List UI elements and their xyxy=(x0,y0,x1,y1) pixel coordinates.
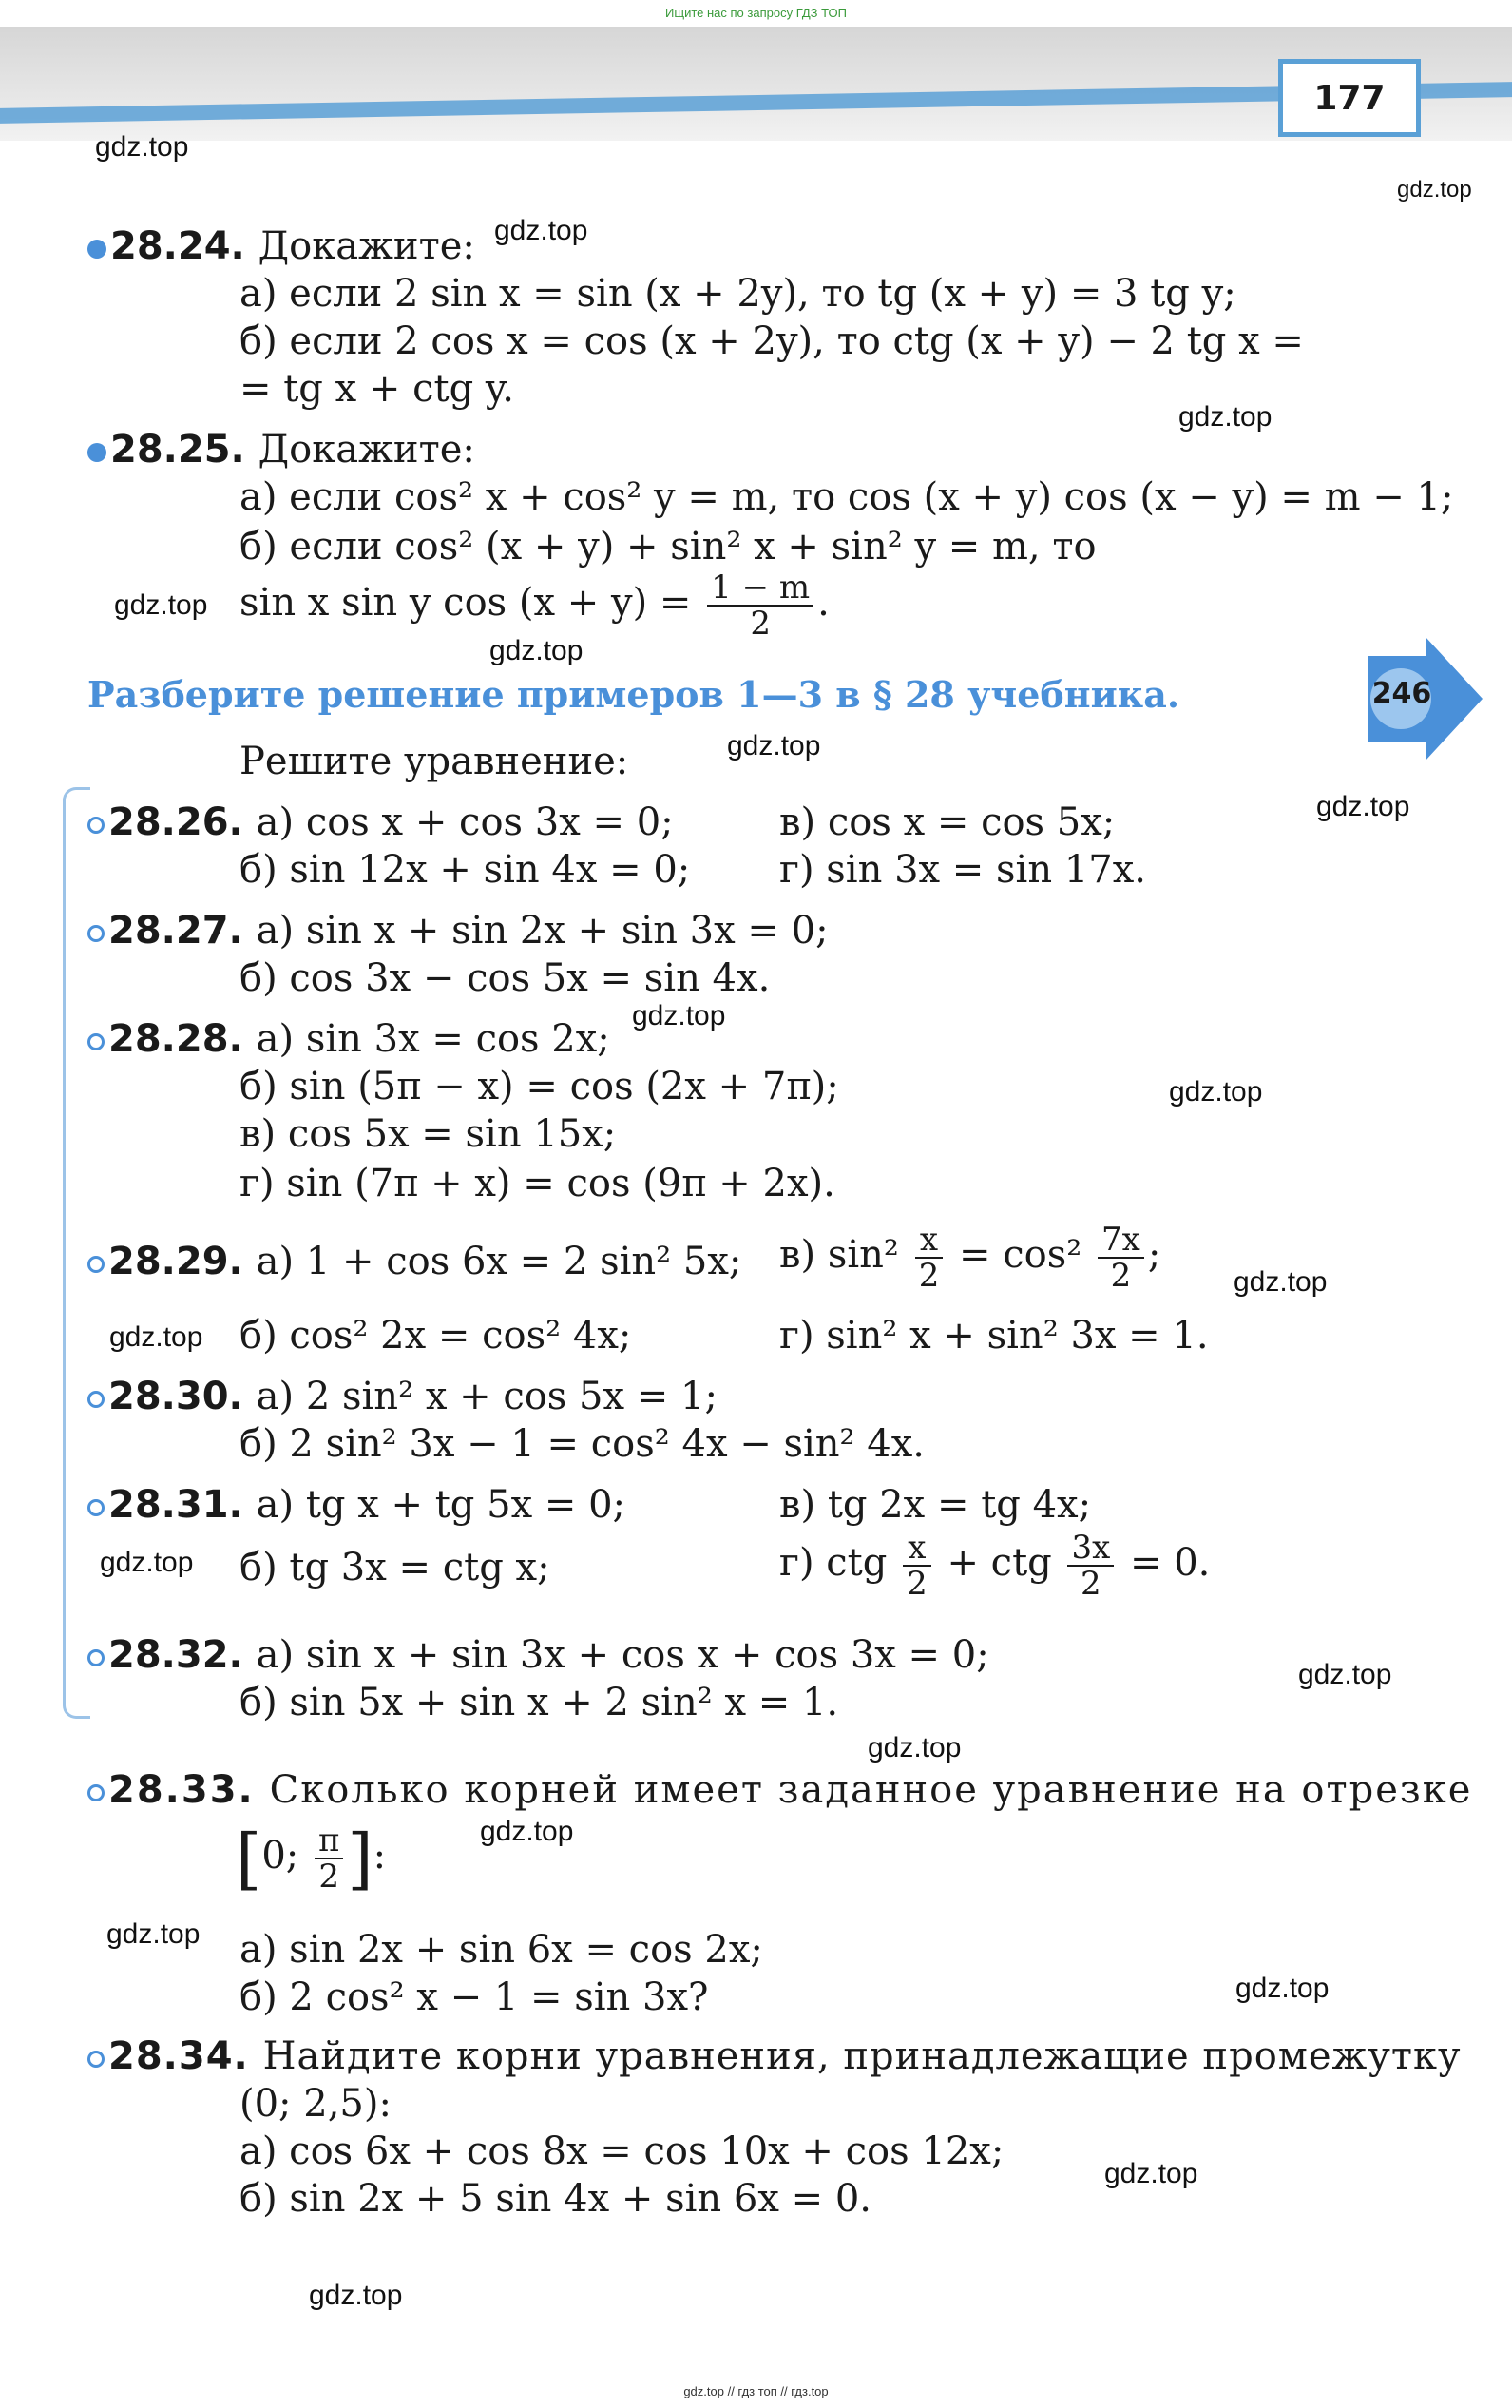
watermark: gdz.top xyxy=(1178,401,1273,433)
part-g: г) sin 3x = sin 17x. xyxy=(779,848,1146,892)
exercise-number: 28.32. xyxy=(108,1633,257,1677)
exercise-number: 28.31. xyxy=(108,1483,257,1527)
watermark: gdz.top xyxy=(1234,1266,1328,1298)
watermark: gdz.top xyxy=(109,1321,203,1353)
punctuation: : xyxy=(373,1834,387,1878)
watermark: gdz.top xyxy=(106,1918,201,1950)
exercise-28-31 xyxy=(87,1483,625,1527)
exercise-line-fraction: sin x sin y cos (x + y) = $\frac{1 - m}{2}$ . xyxy=(239,568,830,643)
part-b: б) cos² 2x = cos² 4x; xyxy=(239,1314,632,1358)
part-v: в) tg 2x = tg 4x; xyxy=(779,1483,1092,1527)
basic-bullet-icon xyxy=(87,1784,105,1801)
basic-bullet-icon xyxy=(87,1256,105,1273)
watermark: gdz.top xyxy=(632,1000,726,1031)
hard-bullet-icon xyxy=(87,240,106,259)
part-a: а) sin 3x = cos 2x; xyxy=(256,1017,610,1061)
bottom-note: gdz.top // гдз топ // гдз.top xyxy=(683,2384,829,2398)
numerator: x xyxy=(903,1531,931,1567)
part-g xyxy=(779,1531,1210,1601)
basic-bullet-icon xyxy=(87,817,105,834)
exercise-28-28 xyxy=(87,1017,610,1061)
denominator: 2 xyxy=(918,1257,940,1295)
basic-bullet-icon xyxy=(87,925,105,942)
part-g: г) sin² x + sin² 3x = 1. xyxy=(779,1314,1209,1358)
exercise-number: 28.27. xyxy=(108,909,257,953)
denominator: 2 xyxy=(907,1565,928,1603)
exercise-28-24 xyxy=(87,224,475,268)
instruction: Решите уравнение: xyxy=(239,740,629,783)
exercise-title: Сколько корней имеет заданное уравнение на отрезке xyxy=(269,1768,1473,1812)
basic-bullet-icon xyxy=(87,1649,105,1666)
part-v: в) cos 5x = sin 15x; xyxy=(239,1112,617,1156)
part-b: б) 2 sin² 3x − 1 = cos² 4x − sin² 4x. xyxy=(239,1422,926,1466)
expression: = cos² xyxy=(959,1233,1082,1277)
side-tab-label: 246 xyxy=(1371,677,1432,710)
exercise-title: Найдите корни уравнения, принадлежащие промежутку xyxy=(262,2034,1462,2078)
watermark: gdz.top xyxy=(480,1816,574,1847)
watermark: gdz.top xyxy=(494,215,588,246)
exercise-number: 28.33. xyxy=(108,1768,270,1812)
expression: г) ctg xyxy=(779,1541,888,1585)
basic-bullet-icon xyxy=(87,2051,105,2068)
basic-bullet-icon xyxy=(87,1499,105,1516)
watermark: gdz.top xyxy=(868,1732,962,1763)
page-number: 177 xyxy=(1278,59,1421,137)
exercise-line: а) если cos² x + cos² y = m, то cos (x + y) cos (x − y) = m − 1; xyxy=(239,475,1454,519)
exercise-28-33 xyxy=(87,1768,1472,1812)
exercise-line: б) если cos² (x + y) + sin² x + sin² y = m, то xyxy=(239,525,1097,568)
part-v xyxy=(779,1223,1160,1293)
watermark: gdz.top xyxy=(727,730,821,761)
hard-bullet-icon xyxy=(87,443,106,462)
watermark: gdz.top xyxy=(1298,1659,1392,1690)
numerator: 7x xyxy=(1098,1223,1144,1259)
part-v: в) cos x = cos 5x; xyxy=(779,800,1116,844)
watermark: gdz.top xyxy=(1235,1973,1330,2004)
part-a: а) sin x + sin 3x + cos x + cos 3x = 0; xyxy=(256,1633,989,1677)
exercise-28-34 xyxy=(87,2034,1462,2078)
part-b: б) tg 3x = ctg x; xyxy=(239,1546,550,1589)
watermark: gdz.top xyxy=(1316,791,1410,822)
fraction xyxy=(1098,1223,1144,1293)
watermark: gdz.top xyxy=(95,131,189,163)
top-note: Ищите нас по запросу ГДЗ ТОП xyxy=(665,6,847,20)
exercise-line: а) если 2 sin x = sin (x + 2y), то tg (x + y) = 3 tg y; xyxy=(239,272,1236,316)
denominator: 2 xyxy=(1110,1257,1132,1295)
exercise-number: 28.25. xyxy=(110,428,258,472)
part-a: а) sin 2x + sin 6x = cos 2x; xyxy=(239,1928,763,1972)
exercise-28-32 xyxy=(87,1633,989,1677)
watermark: gdz.top xyxy=(309,2280,403,2311)
part-a: а) cos x + cos 3x = 0; xyxy=(256,800,674,844)
part-g: г) sin (7π + x) = cos (9π + 2x). xyxy=(239,1162,835,1205)
denominator: 2 xyxy=(1081,1565,1101,1603)
part-a: а) cos 6x + cos 8x = cos 10x + cos 12x; xyxy=(239,2129,1005,2173)
part-b: б) sin (5π − x) = cos (2x + 7π); xyxy=(239,1065,839,1108)
part-b: б) sin 5x + sin x + 2 sin² x = 1. xyxy=(239,1681,839,1724)
expression: 0; xyxy=(261,1834,299,1878)
exercise-number: 28.28. xyxy=(108,1017,257,1061)
interval: (0; 2,5): xyxy=(239,2082,392,2126)
expression: в) sin² xyxy=(779,1233,899,1277)
watermark: gdz.top xyxy=(114,589,208,621)
exercise-28-30 xyxy=(87,1375,718,1418)
expression: = 0. xyxy=(1130,1541,1211,1585)
numerator: 1 − m xyxy=(707,570,813,607)
expression: sin x sin y cos (x + y) = xyxy=(239,581,692,625)
part-b: б) 2 cos² x − 1 = sin 3x? xyxy=(239,1975,709,2019)
numerator: 3x xyxy=(1067,1531,1114,1567)
exercise-number: 28.30. xyxy=(108,1375,257,1418)
numerator: x xyxy=(915,1223,944,1259)
punctuation: ; xyxy=(1147,1233,1161,1277)
exercise-28-26 xyxy=(87,800,674,844)
exercise-number: 28.26. xyxy=(108,800,257,844)
exercise-number: 28.34. xyxy=(108,2034,263,2078)
exercise-28-25 xyxy=(87,428,475,472)
fraction xyxy=(707,570,813,641)
exercise-number: 28.29. xyxy=(108,1240,257,1283)
exercise-group-bracket xyxy=(63,787,90,1719)
denominator: 2 xyxy=(750,605,771,643)
part-b: б) cos 3x − cos 5x = sin 4x. xyxy=(239,956,771,1000)
exercise-line: б) если 2 cos x = cos (x + 2y), то ctg (x + y) − 2 tg x = xyxy=(239,319,1304,363)
part-a: а) tg x + tg 5x = 0; xyxy=(256,1483,625,1527)
fraction xyxy=(315,1823,343,1894)
basic-bullet-icon xyxy=(87,1391,105,1408)
exercise-28-27 xyxy=(87,909,829,953)
section-heading: Разберите решение примеров 1—3 в § 28 учебника. xyxy=(87,673,1180,716)
exercise-title: Докажите: xyxy=(258,224,475,268)
watermark: gdz.top xyxy=(100,1547,194,1578)
watermark: gdz.top xyxy=(1397,177,1472,202)
expression: + ctg xyxy=(947,1541,1052,1585)
part-a: а) 2 sin² x + cos 5x = 1; xyxy=(256,1375,718,1418)
part-b: б) sin 12x + sin 4x = 0; xyxy=(239,848,691,892)
fraction xyxy=(915,1223,944,1293)
exercise-title: Докажите: xyxy=(258,428,475,472)
part-b: б) sin 2x + 5 sin 4x + sin 6x = 0. xyxy=(239,2177,871,2221)
fraction xyxy=(1067,1531,1114,1601)
interval: [0; $\frac{\pi}{2}$ ]: xyxy=(236,1820,387,1898)
part-a: а) sin x + sin 2x + sin 3x = 0; xyxy=(256,909,829,953)
numerator: π xyxy=(315,1823,343,1859)
watermark: gdz.top xyxy=(1169,1076,1263,1108)
part-a: а) 1 + cos 6x = 2 sin² 5x; xyxy=(256,1240,742,1283)
exercise-line: = tg x + ctg y. xyxy=(239,367,514,411)
exercise-number: 28.24. xyxy=(110,224,258,268)
fraction xyxy=(903,1531,931,1601)
basic-bullet-icon xyxy=(87,1033,105,1050)
watermark: gdz.top xyxy=(489,635,584,666)
exercise-28-29 xyxy=(87,1240,741,1283)
watermark: gdz.top xyxy=(1104,2158,1198,2189)
denominator: 2 xyxy=(318,1858,339,1896)
